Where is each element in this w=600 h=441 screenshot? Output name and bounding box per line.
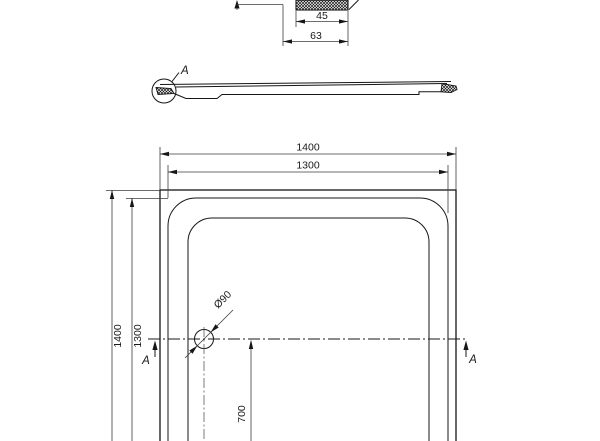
tray-outer-edge xyxy=(160,190,456,441)
plan-view xyxy=(106,142,477,441)
section-arrowhead xyxy=(463,341,468,351)
dim-arrow xyxy=(339,19,348,23)
dim-height-inner-label: 1300 xyxy=(132,324,144,348)
detail-a-label: A xyxy=(181,65,189,77)
rim-cross-section-hatch xyxy=(296,0,348,10)
dim-63-label: 63 xyxy=(310,30,322,42)
drain-diameter-label: Ø90 xyxy=(211,288,235,312)
tray-bottom-profile xyxy=(174,92,441,99)
break-edge-line xyxy=(349,0,359,10)
dim-arrow xyxy=(110,190,114,199)
dim-arrow xyxy=(339,39,348,43)
tray-rim-inner-edge xyxy=(168,198,448,441)
dim-45-label: 45 xyxy=(316,10,328,22)
section-arrowhead xyxy=(152,341,157,351)
left-rim-section-hatch xyxy=(156,88,174,95)
dim-arrow xyxy=(283,39,292,43)
dim-arrow xyxy=(130,198,134,207)
detail-section-view xyxy=(234,0,358,46)
dim-width-outer-label: 1400 xyxy=(296,141,320,154)
dim-arrow xyxy=(168,170,177,174)
tray-floor-edge xyxy=(188,218,429,441)
right-rim-section-hatch xyxy=(441,84,457,93)
dim-arrow xyxy=(439,170,448,174)
side-profile-view xyxy=(152,65,457,103)
drain-offset-label: 700 xyxy=(236,405,248,423)
dim-width-inner-label: 1300 xyxy=(296,159,320,172)
dim-arrow xyxy=(249,340,253,349)
dim-arrow xyxy=(447,152,456,156)
dim-height-outer-label: 1400 xyxy=(112,324,124,348)
detail-leader-line xyxy=(172,73,179,82)
dim-arrow xyxy=(296,19,305,23)
section-label-left: A xyxy=(142,355,150,367)
dim-arrow xyxy=(160,152,169,156)
section-label-right: A xyxy=(469,354,477,366)
